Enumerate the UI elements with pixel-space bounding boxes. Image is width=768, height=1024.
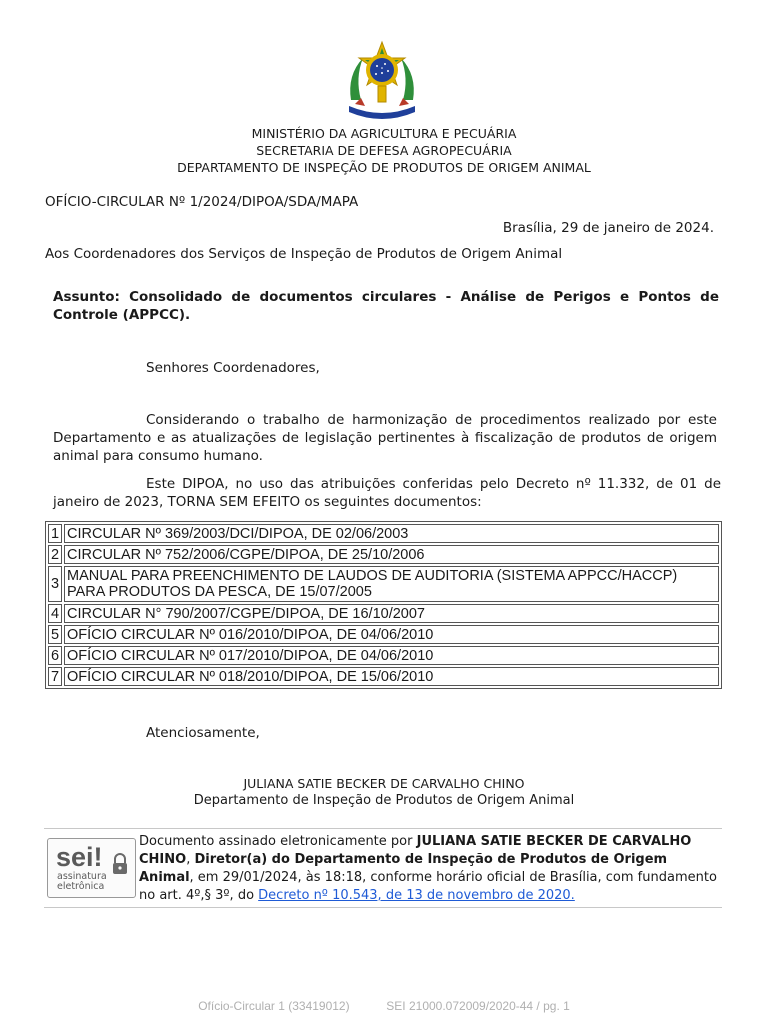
closing: Atenciosamente, — [146, 725, 260, 741]
signature-details: , em 29/01/2024, às 18:18, conforme horário oficial de Brasília, com fundamento no art. 4º,§ 3º, do — [139, 870, 717, 903]
row-number: 2 — [48, 545, 62, 564]
page-footer — [0, 999, 768, 1013]
sei-logo-subtitle-2: eletrônica — [57, 881, 105, 892]
footer-document-id: Ofício-Circular 1 (33419012) — [198, 999, 350, 1013]
document-title: MANUAL PARA PREENCHIMENTO DE LAUDOS DE AUDITORIA (SISTEMA APPCC/HACCP) PARA PRODUTOS DA PESCA, DE 15/07/2005 — [64, 566, 719, 602]
brazil-coat-of-arms-logo — [341, 40, 423, 122]
row-number: 7 — [48, 667, 62, 686]
signature-separator: , — [186, 852, 195, 867]
secretariat-heading: SECRETARIA DE DEFESA AGROPECUÁRIA — [256, 143, 512, 158]
table-row — [48, 604, 719, 623]
signature-text — [139, 833, 722, 905]
footer-process-page: SEI 21000.072009/2020-44 / pg. 1 — [386, 999, 570, 1013]
lock-icon — [111, 853, 129, 879]
signature-role: Diretor(a) do Departamento de Inspeção de Produtos de Origem Animal — [139, 852, 668, 885]
department-heading: DEPARTAMENTO DE INSPEÇÃO DE PRODUTOS DE ORIGEM ANIMAL — [177, 160, 591, 175]
recipients: Aos Coordenadores dos Serviços de Inspeção de Produtos de Origem Animal — [45, 246, 563, 262]
row-number: 4 — [48, 604, 62, 623]
row-number: 5 — [48, 625, 62, 644]
salutation: Senhores Coordenadores, — [146, 360, 320, 376]
subject: Assunto: Consolidado de documentos circulares - Análise de Perigos e Pontos de Controle (APPCC). — [53, 289, 719, 323]
sei-logo-subtitle-1: assinatura — [57, 871, 107, 882]
ministry-heading: MINISTÉRIO DA AGRICULTURA E PECUÁRIA — [251, 126, 517, 141]
table-row — [48, 667, 719, 686]
document-title: OFÍCIO CIRCULAR Nº 017/2010/DIPOA, DE 04/06/2010 — [64, 646, 719, 665]
row-number: 3 — [48, 566, 62, 602]
paragraph-2: Este DIPOA, no uso das atribuições conferidas pelo Decreto nº 11.332, de 01 de janeiro de 2023, TORNA SEM EFEITO os seguintes documentos: — [53, 476, 721, 510]
sei-signature-logo — [47, 838, 136, 898]
signer-name: JULIANA SATIE BECKER DE CARVALHO CHINO — [243, 776, 525, 791]
table-row — [48, 524, 719, 543]
document-number: OFÍCIO-CIRCULAR Nº 1/2024/DIPOA/SDA/MAPA — [45, 194, 359, 210]
row-number: 6 — [48, 646, 62, 665]
table-row — [48, 545, 719, 564]
revoked-documents-table — [45, 521, 722, 689]
signature-name: JULIANA SATIE BECKER DE CARVALHO CHINO — [139, 834, 692, 867]
table-row — [48, 625, 719, 644]
table-row — [48, 646, 719, 665]
document-title: CIRCULAR N° 790/2007/CGPE/DIPOA, DE 16/10/2007 — [64, 604, 719, 623]
document-title: CIRCULAR Nº 369/2003/DCI/DIPOA, DE 02/06/2003 — [64, 524, 719, 543]
signature-intro: Documento assinado eletronicamente por — [139, 834, 417, 849]
table-row — [48, 566, 719, 602]
document-date: Brasília, 29 de janeiro de 2024. — [502, 220, 714, 236]
signer-department: Departamento de Inspeção de Produtos de Origem Animal — [193, 793, 575, 808]
row-number: 1 — [48, 524, 62, 543]
document-title: CIRCULAR Nº 752/2006/CGPE/DIPOA, DE 25/10/2006 — [64, 545, 719, 564]
sei-logo-text: sei! — [56, 842, 103, 872]
document-title: OFÍCIO CIRCULAR Nº 016/2010/DIPOA, DE 04/06/2010 — [64, 625, 719, 644]
paragraph-1: Considerando o trabalho de harmonização de procedimentos realizado por este Departamento e as atualizações de legislação pertinentes à fiscalização de produtos de origem animal para consumo humano. — [53, 412, 717, 464]
decree-link[interactable]: Decreto nº 10.543, de 13 de novembro de 2020. — [258, 888, 575, 903]
document-title: OFÍCIO CIRCULAR Nº 018/2010/DIPOA, DE 15/06/2010 — [64, 667, 719, 686]
